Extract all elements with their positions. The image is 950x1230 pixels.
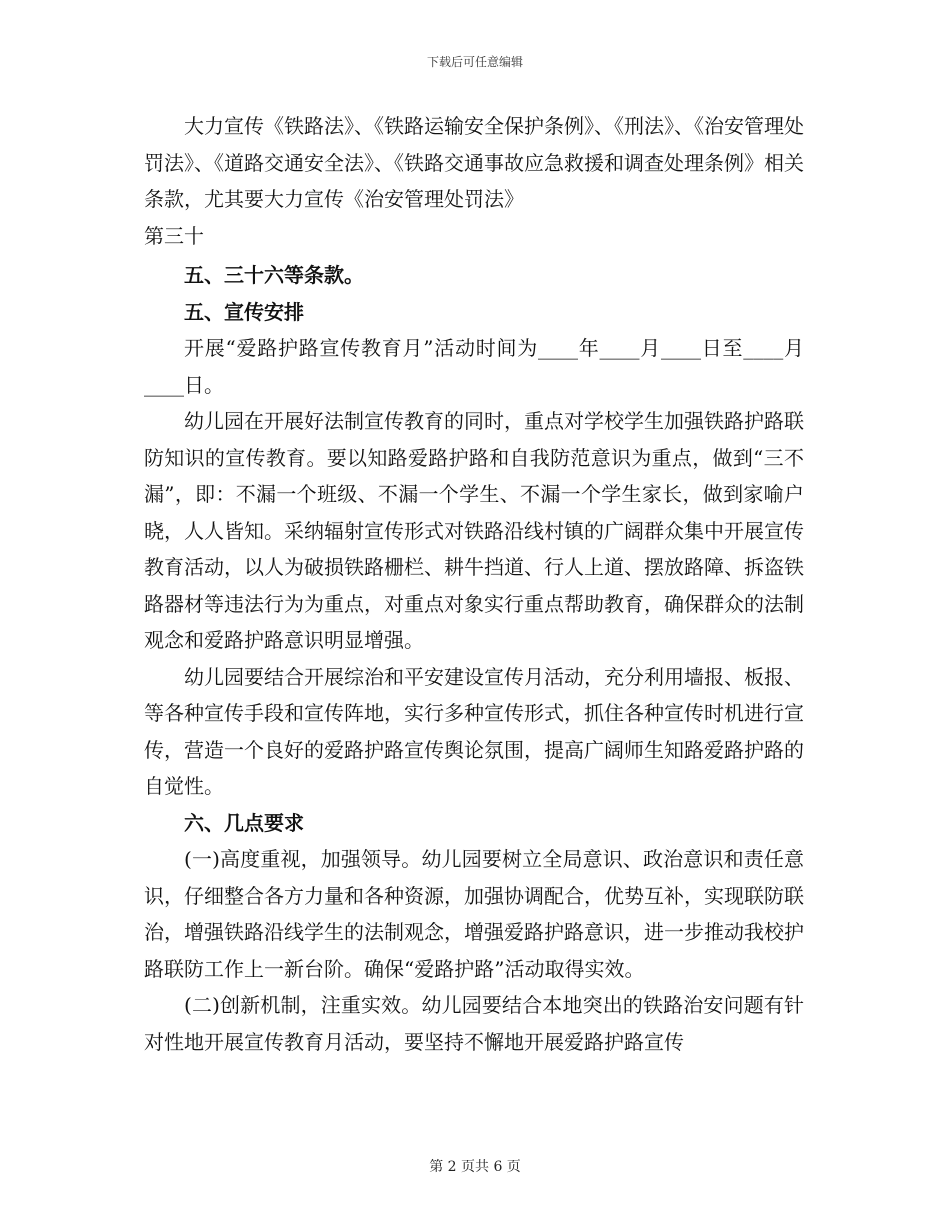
paragraph-kindergarten-education: 幼儿园在开展好法制宣传教育的同时，重点对学校学生加强铁路护路联防知识的宣传教育。要以知路爱路护路和自我防范意识为重点，做到“三不漏”，即：不漏一个班级、不漏一个学生、不漏一个学生家长，做到家喻户晓，人人皆知。采纳辐射宣传形式对铁路沿线村镇的广阔群众集中开展宣传教育活动，以人为破损铁路栅栏、耕牛挡道、行人上道、摆放路障、拆盗铁路器材等违法行为为重点，对重点对象实行重点帮助教育，确保群众的法制观念和爱路护路意识明显增强。	[144, 409, 804, 652]
paragraph-publicity-month: 幼儿园要结合开展综治和平安建设宣传月活动，充分利用墙报、板报、等各种宣传手段和宣传阵地，实行多种宣传形式，抓住各种宣传时机进行宣传，营造一个良好的爱路护路宣传舆论氛围，提高广阔师生知路爱路护路的自觉性。	[144, 664, 804, 798]
paragraph-requirement-1: (一)高度重视，加强领导。幼儿园要树立全局意识、政治意识和责任意识，仔细整合各方力量和各种资源，加强协调配合，优势互补，实现联防联治，增强铁路沿线学生的法制观念，增强爱路护路意识，进一步推动我校护路联防工作上一新台阶。确保“爱路护路”活动取得实效。	[144, 847, 804, 981]
page-header: 下载后可任意编辑	[426, 55, 523, 69]
paragraph-requirement-2: (二)创新机制，注重实效。幼儿园要结合本地突出的铁路治安问题有针对性地开展宣传教育月活动，要坚持不懈地开展爱路护路宣传	[144, 993, 804, 1054]
page-footer: 第 2 页共 6 页	[429, 1159, 521, 1175]
heading-articles: 五、三十六等条款。	[184, 263, 364, 287]
paragraph-schedule: 开展“爱路护路宣传教育月”活动时间为____年____月____日至____月____日。	[144, 336, 804, 397]
heading-requirements: 六、几点要求	[184, 810, 304, 835]
document-body	[144, 108, 804, 1060]
paragraph-laws-continued: 第三十	[144, 223, 204, 248]
paragraph-laws: 大力宣传《铁路法》、《铁路运输安全保护条例》、《刑法》、《治安管理处罚法》、《道路交通安全法》、《铁路交通事故应急救援和调查处理条例》相关条款，尤其要大力宣传《治安管理处罚法》	[144, 114, 804, 211]
heading-arrangement: 五、宣传安排	[184, 299, 304, 324]
